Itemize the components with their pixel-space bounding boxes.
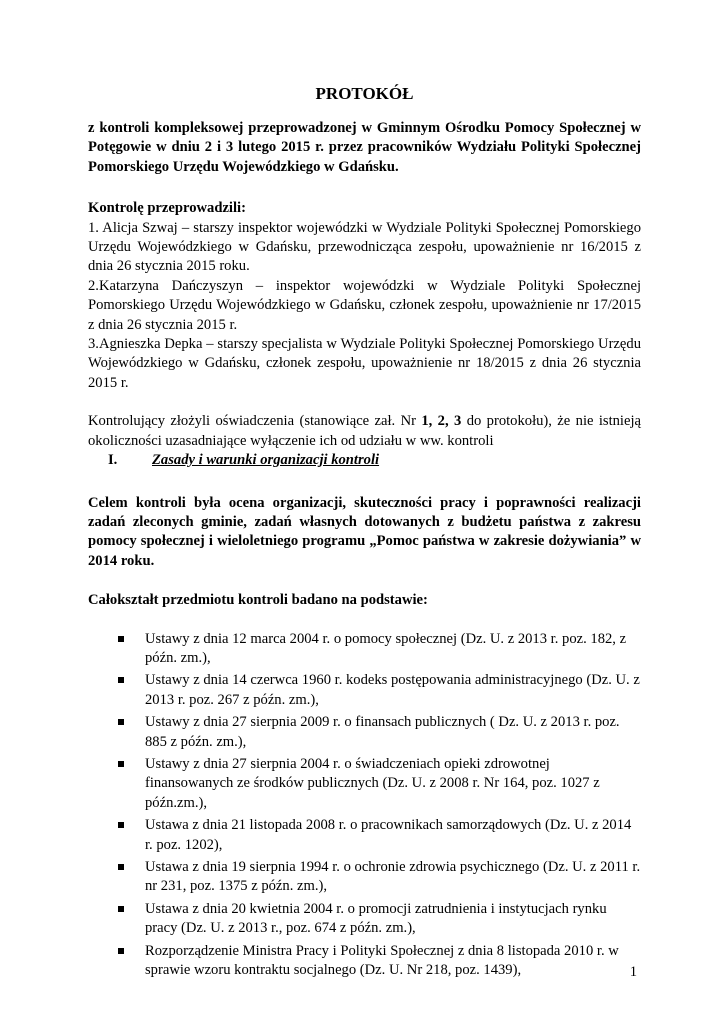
declaration-text-before: Kontrolujący złożyli oświadczenia (stanowiące zał. Nr: [88, 413, 422, 430]
list-item-text: Ustawa z dnia 20 kwietnia 2004 r. o promocji zatrudnienia i instytucjach rynku pracy (Dz. U. z 2013 r., poz. 674 z późn. zm.),: [145, 900, 607, 937]
square-bullet-icon: [118, 948, 124, 954]
square-bullet-icon: [118, 864, 124, 870]
section-number: I.: [108, 452, 118, 469]
list-item: [118, 900, 641, 939]
list-item-text: Ustawy z dnia 14 czerwca 1960 r. kodeks postępowania administracyjnego (Dz. U. z 2013 r. poz. 267 z późn. zm.),: [145, 672, 640, 708]
list-item: [118, 630, 641, 669]
list-item-text: Ustawa z dnia 21 listopada 2008 r. o pracownikach samorządowych (Dz. U. z 2014 r. poz. 1202),: [145, 817, 632, 853]
declaration-attachments: 1, 2, 3: [421, 413, 462, 430]
section-heading: [108, 451, 641, 470]
list-item-text: Ustawy z dnia 12 marca 2004 r. o pomocy społecznej (Dz. U. z 2013 r. poz. 182, z późn. zm.),: [145, 630, 627, 666]
list-item: [118, 942, 641, 981]
document-subtitle: z kontroli kompleksowej przeprowadzonej w Gminnym Ośrodku Pomocy Społecznej w Potęgowie w dniu 2 i 3 lutego 2015 r. przez pracowników Wydziału Polityki Społecznej Pomorskiego Urzędu Wojewódzkiego w Gdańsku.: [88, 120, 641, 175]
list-item-text: Ustawy z dnia 27 sierpnia 2009 r. o finansach publicznych ( Dz. U. z 2013 r. poz. 885 z późn. zm.),: [145, 714, 620, 750]
declaration-paragraph: [88, 412, 641, 451]
square-bullet-icon: [118, 906, 124, 912]
basis-title: Całokształt przedmiotu kontroli badano na podstawie:: [88, 592, 428, 609]
declaration-text-after: do protokołu), że nie istnieją okoliczności uzasadniające wyłączenie ich od udziału w ww. kontroli: [88, 413, 642, 449]
list-item-text: Rozporządzenie Ministra Pracy i Polityki Społecznej z dnia 8 listopada 2010 r. w sprawie wzoru kontraktu socjalnego (Dz. U. Nr 218, poz. 1439),: [145, 942, 619, 979]
square-bullet-icon: [118, 719, 124, 725]
list-item-text: Ustawy z dnia 27 sierpnia 2004 r. o świadczeniach opieki zdrowotnej finansowanych ze środków publicznych (Dz. U. z 2008 r. Nr 164, poz. 1027 z późn.zm.),: [145, 755, 600, 811]
list-item: [118, 671, 641, 710]
square-bullet-icon: [118, 761, 124, 767]
goal-paragraph: Celem kontroli była ocena organizacji, skuteczności pracy i poprawności realizacji zadań zleconych gminie, zadań własnych dotowanych z budżetu państwa z zakresu pomocy społecznej i wieloletniego programu „Pomoc państwa w zakresie dożywiania” w 2014 roku.: [88, 494, 641, 569]
list-item: [118, 713, 641, 752]
section-title: Zasady i warunki organizacji kontroli: [152, 452, 380, 469]
list-item: [118, 858, 641, 897]
controllers-block: [88, 199, 641, 393]
list-item: [118, 816, 641, 855]
square-bullet-icon: [118, 636, 124, 642]
square-bullet-icon: [118, 677, 124, 683]
legal-basis-list: [88, 630, 641, 981]
document-title: PROTOKÓŁ: [315, 84, 414, 103]
controller-item: 3.Agnieszka Depka – starszy specjalista w Wydziale Polityki Społecznej Pomorskiego Urzędu Wojewódzkiego w Gdańsku, członek zespołu, upoważnienie nr 18/2015 z dnia 26 stycznia 2015 r.: [88, 336, 641, 391]
controllers-label: Kontrolę przeprowadzili:: [88, 200, 246, 217]
list-item: [118, 755, 641, 813]
controller-item: 1. Alicja Szwaj – starszy inspektor wojewódzki w Wydziale Polityki Społecznej Pomorskiego Urzędu Wojewódzkiego w Gdańsku, przewodnicząca zespołu, upoważnienie nr 16/2015 z dnia 26 stycznia 2015 roku.: [88, 219, 641, 275]
list-item-text: Ustawa z dnia 19 sierpnia 1994 r. o ochronie zdrowia psychicznego (Dz. U. z 2011 r. nr 231, poz. 1375 z późn. zm.),: [145, 859, 641, 895]
controller-item: 2.Katarzyna Dańczyszyn – inspektor wojewódzki w Wydziale Polityki Społecznej Pomorskiego Urzędu Wojewódzkiego w Gdańsku, członek zespołu, upoważnienie nr 17/2015 z dnia 26 stycznia 2015 r.: [88, 277, 641, 333]
square-bullet-icon: [118, 822, 124, 828]
page-number: 1: [629, 964, 637, 980]
